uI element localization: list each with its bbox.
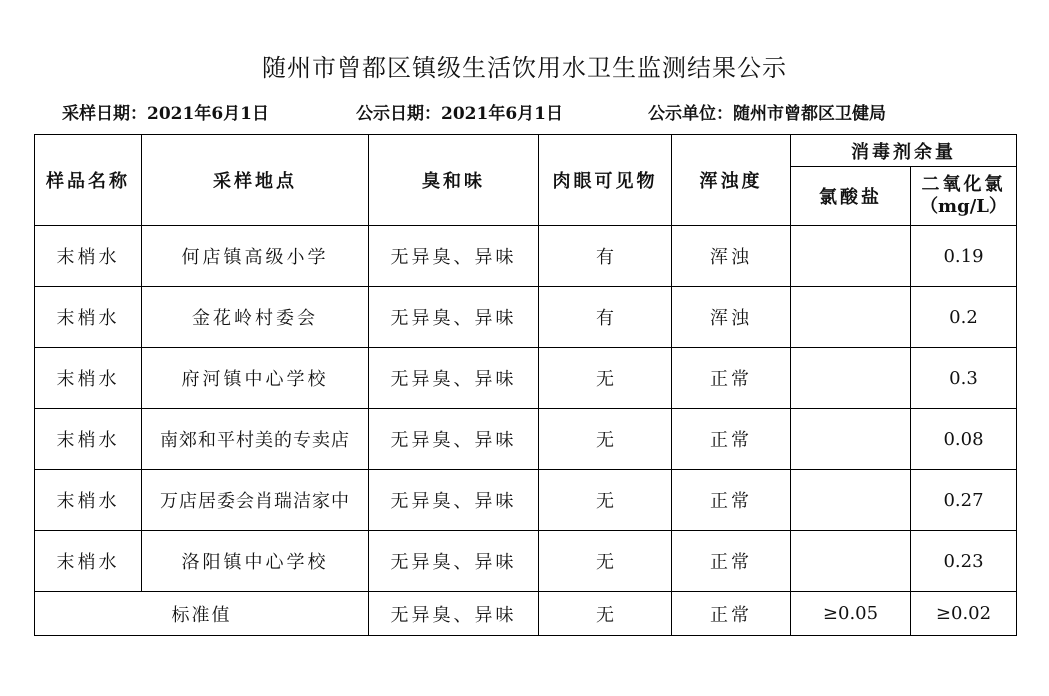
cell-location: 金花岭村委会 xyxy=(142,287,369,348)
table-header-row xyxy=(35,135,1017,167)
results-table xyxy=(34,134,1017,636)
header-visible-matter: 肉眼可见物 xyxy=(539,135,672,226)
cell-visible: 无 xyxy=(539,531,672,592)
cell-visible: 无 xyxy=(539,470,672,531)
table-row xyxy=(35,470,1017,531)
cell-sample: 末梢水 xyxy=(35,470,142,531)
header-chlorine-dioxide xyxy=(911,167,1017,226)
standard-row xyxy=(35,592,1017,636)
cell-chlorate xyxy=(791,287,911,348)
publish-date: 公示日期：2021年6月1日 xyxy=(356,104,563,124)
header-sample-name: 样品名称 xyxy=(35,135,142,226)
cell-location: 何店镇高级小学 xyxy=(142,226,369,287)
header-odor: 臭和味 xyxy=(369,135,539,226)
cell-odor: 无异臭、异味 xyxy=(369,531,539,592)
cell-visible: 有 xyxy=(539,287,672,348)
sampling-date: 采样日期：2021年6月1日 xyxy=(62,104,269,124)
cell-chlorate xyxy=(791,226,911,287)
cell-odor: 无异臭、异味 xyxy=(369,348,539,409)
cell-sample: 末梢水 xyxy=(35,531,142,592)
cell-visible: 有 xyxy=(539,226,672,287)
header-disinfectant-residual: 消毒剂余量 xyxy=(791,135,1017,167)
cell-chlorine-dioxide: 0.27 xyxy=(911,470,1017,531)
cell-chlorate xyxy=(791,470,911,531)
cell-visible: 无 xyxy=(539,348,672,409)
header-location: 采样地点 xyxy=(142,135,369,226)
table-row xyxy=(35,226,1017,287)
cell-sample: 末梢水 xyxy=(35,287,142,348)
page-title: 随州市曾都区镇级生活饮用水卫生监测结果公示 xyxy=(262,54,787,82)
cell-odor: 无异臭、异味 xyxy=(369,287,539,348)
cell-location: 南郊和平村美的专卖店 xyxy=(142,409,369,470)
cell-odor: 无异臭、异味 xyxy=(369,409,539,470)
header-chlorine-dioxide-label: 二氧化氯 xyxy=(921,174,1006,195)
header-chlorate: 氯酸盐 xyxy=(791,167,911,226)
cell-location: 万店居委会肖瑞洁家中 xyxy=(142,470,369,531)
standard-chlorate: ≥0.05 xyxy=(791,592,911,636)
standard-chlorine-dioxide: ≥0.02 xyxy=(911,592,1017,636)
cell-chlorine-dioxide: 0.08 xyxy=(911,409,1017,470)
cell-sample: 末梢水 xyxy=(35,348,142,409)
cell-chlorate xyxy=(791,409,911,470)
cell-chlorine-dioxide: 0.3 xyxy=(911,348,1017,409)
cell-turbidity: 浑浊 xyxy=(672,226,791,287)
cell-turbidity: 正常 xyxy=(672,531,791,592)
cell-odor: 无异臭、异味 xyxy=(369,226,539,287)
cell-visible: 无 xyxy=(539,409,672,470)
table-row xyxy=(35,348,1017,409)
cell-odor: 无异臭、异味 xyxy=(369,470,539,531)
header-turbidity: 浑浊度 xyxy=(672,135,791,226)
standard-label: 标准值 xyxy=(35,592,369,636)
cell-turbidity: 正常 xyxy=(672,348,791,409)
table-row xyxy=(35,409,1017,470)
cell-sample: 末梢水 xyxy=(35,226,142,287)
standard-odor: 无异臭、异味 xyxy=(369,592,539,636)
cell-location: 府河镇中心学校 xyxy=(142,348,369,409)
cell-location: 洛阳镇中心学校 xyxy=(142,531,369,592)
cell-chlorine-dioxide: 0.2 xyxy=(911,287,1017,348)
cell-chlorine-dioxide: 0.23 xyxy=(911,531,1017,592)
table-row xyxy=(35,531,1017,592)
standard-visible: 无 xyxy=(539,592,672,636)
publish-unit: 公示单位：随州市曾都区卫健局 xyxy=(648,104,886,124)
cell-turbidity: 浑浊 xyxy=(672,287,791,348)
cell-turbidity: 正常 xyxy=(672,409,791,470)
cell-chlorine-dioxide: 0.19 xyxy=(911,226,1017,287)
standard-turbidity: 正常 xyxy=(672,592,791,636)
header-unit: （mg/L） xyxy=(920,196,1007,217)
cell-chlorate xyxy=(791,348,911,409)
cell-chlorate xyxy=(791,531,911,592)
cell-turbidity: 正常 xyxy=(672,470,791,531)
table-row xyxy=(35,287,1017,348)
cell-sample: 末梢水 xyxy=(35,409,142,470)
